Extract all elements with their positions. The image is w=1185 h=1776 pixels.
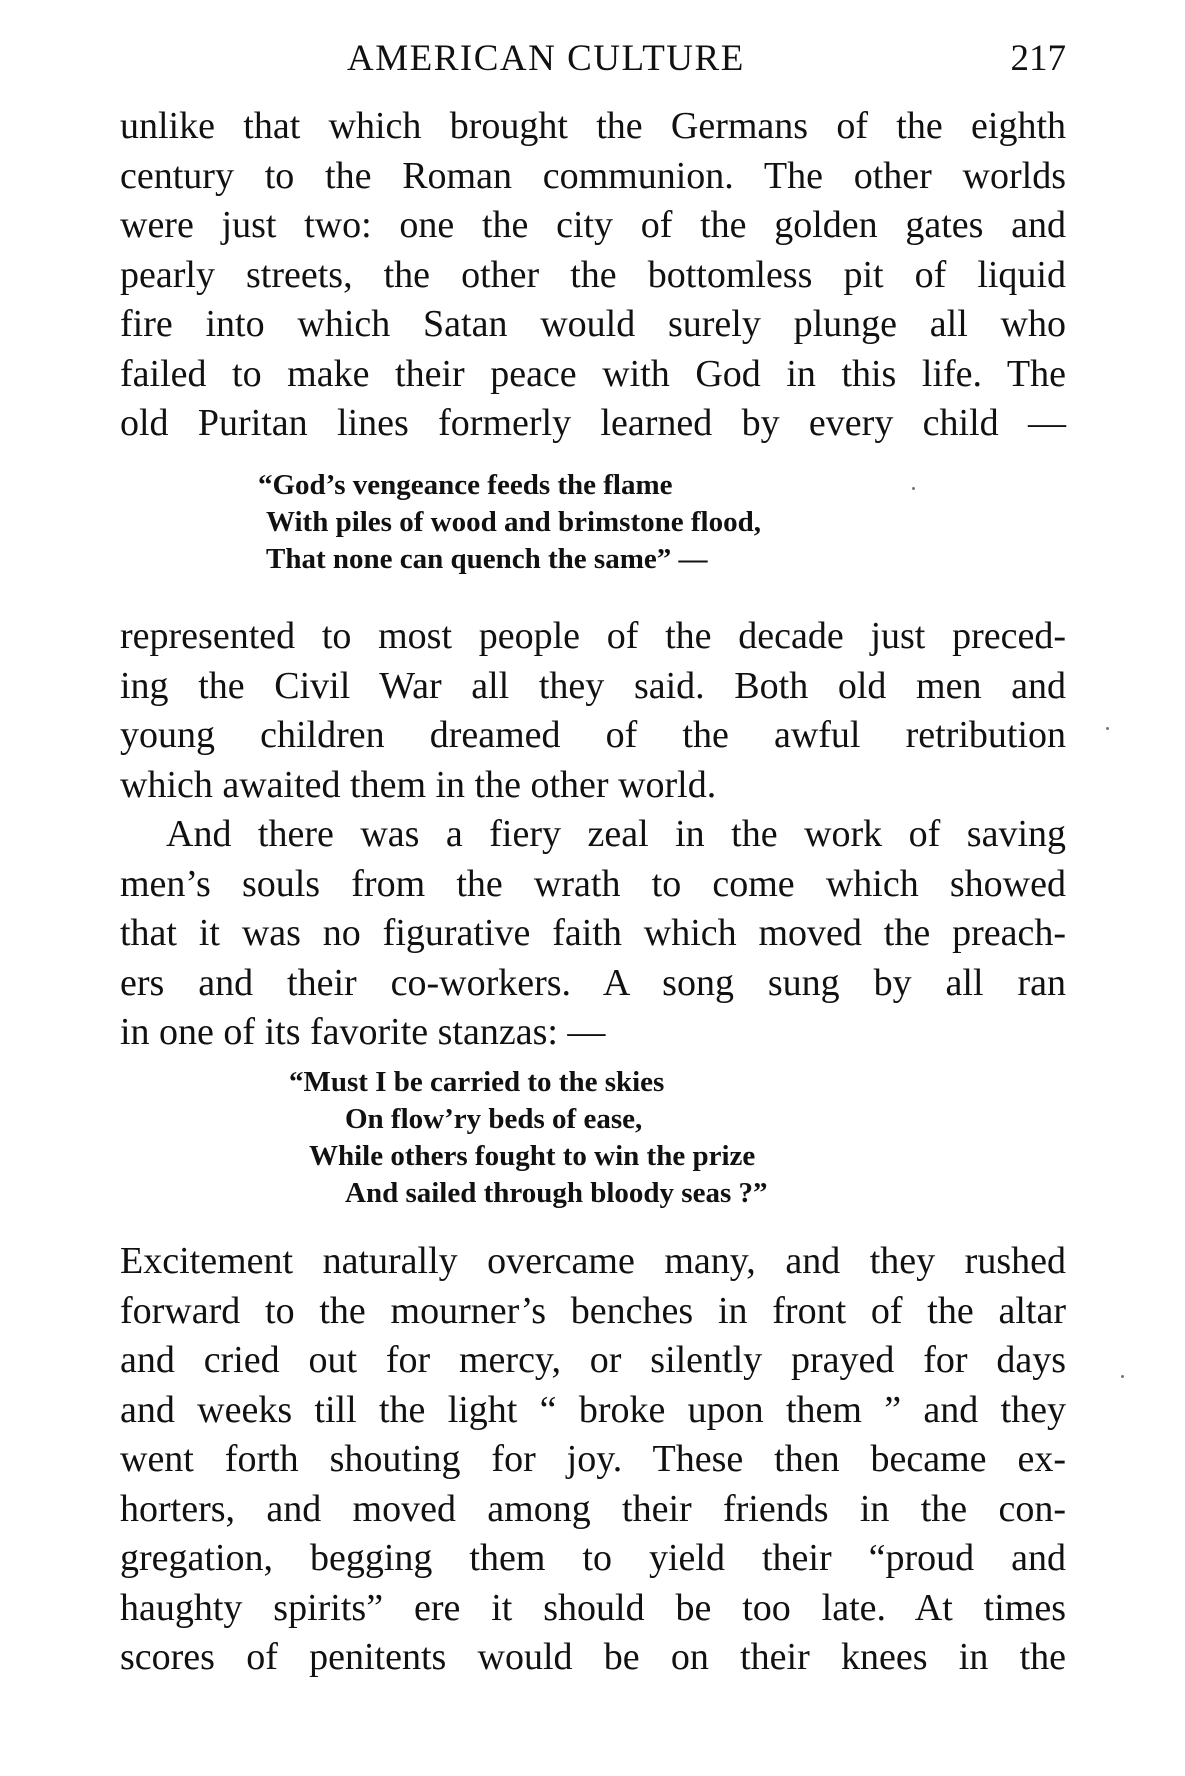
text-line: century to the Roman communion. The other worlds bbox=[120, 154, 1066, 197]
verse-line: While others fought to win the prize bbox=[309, 1140, 756, 1172]
text-line: went forth shouting for joy. These then became ex- bbox=[120, 1438, 1066, 1480]
verse-quotation-2 bbox=[289, 1064, 768, 1212]
text-line: were just two: one the city of the golden gates and bbox=[120, 204, 1066, 246]
verse-line: “Must I be carried to the skies bbox=[289, 1066, 665, 1098]
text-line: scores of penitents would be on their knees in the bbox=[120, 1636, 1066, 1678]
text-line: And there was a fiery zeal in the work of saving bbox=[166, 813, 1066, 855]
paragraph-4 bbox=[120, 1237, 1066, 1683]
text-line: that it was no figurative faith which moved the preach- bbox=[120, 912, 1066, 954]
text-line: unlike that which brought the Germans of the eighth bbox=[120, 105, 1066, 147]
text-line: fire into which Satan would surely plunge all who bbox=[120, 303, 1066, 345]
text-line: men’s souls from the wrath to come which showed bbox=[120, 862, 1066, 905]
text-line: and cried out for mercy, or silently prayed for days bbox=[120, 1339, 1066, 1381]
text-line: represented to most people of the decade just preced- bbox=[120, 615, 1066, 657]
text-line: Excitement naturally overcame many, and they rushed bbox=[120, 1240, 1066, 1282]
scan-speck bbox=[1121, 1375, 1124, 1378]
text-line: horters, and moved among their friends in the con- bbox=[120, 1487, 1066, 1530]
paragraph-3 bbox=[120, 810, 1066, 1058]
text-line: forward to the mourner’s benches in front of the altar bbox=[120, 1289, 1066, 1332]
page-number: 217 bbox=[1010, 38, 1066, 79]
verse-line: And sailed through bloody seas ?” bbox=[345, 1177, 768, 1209]
verse-line: That none can quench the same” — bbox=[266, 543, 708, 575]
scan-speck bbox=[1106, 727, 1109, 730]
verse-line: With piles of wood and brimstone flood, bbox=[266, 506, 761, 538]
text-line: ing the Civil War all they said. Both old men and bbox=[120, 664, 1066, 707]
running-head: AMERICAN CULTURE bbox=[347, 38, 745, 79]
text-line: old Puritan lines formerly learned by every child — bbox=[120, 402, 1066, 444]
text-line: pearly streets, the other the bottomless pit of liquid bbox=[120, 253, 1066, 296]
text-line: failed to make their peace with God in this life. The bbox=[120, 352, 1066, 395]
paragraph-1 bbox=[120, 102, 1066, 449]
verse-line: On flow’ry beds of ease, bbox=[345, 1103, 643, 1135]
text-line: ers and their co-workers. A song sung by all ran bbox=[120, 961, 1066, 1004]
page-header bbox=[120, 34, 1066, 84]
text-line: haughty spirits” ere it should be too late. At times bbox=[120, 1586, 1066, 1629]
verse-line: “God’s vengeance feeds the flame bbox=[258, 469, 673, 501]
text-line: which awaited them in the other world. bbox=[120, 763, 717, 806]
verse-quotation-1 bbox=[258, 467, 761, 578]
scan-speck bbox=[912, 487, 915, 490]
text-line: gregation, begging them to yield their “proud and bbox=[120, 1537, 1066, 1579]
text-line: in one of its favorite stanzas: — bbox=[120, 1011, 606, 1053]
text-line: and weeks till the light “ broke upon them ” and they bbox=[120, 1388, 1066, 1431]
paragraph-2 bbox=[120, 612, 1066, 810]
text-line: young children dreamed of the awful retribution bbox=[120, 714, 1066, 756]
